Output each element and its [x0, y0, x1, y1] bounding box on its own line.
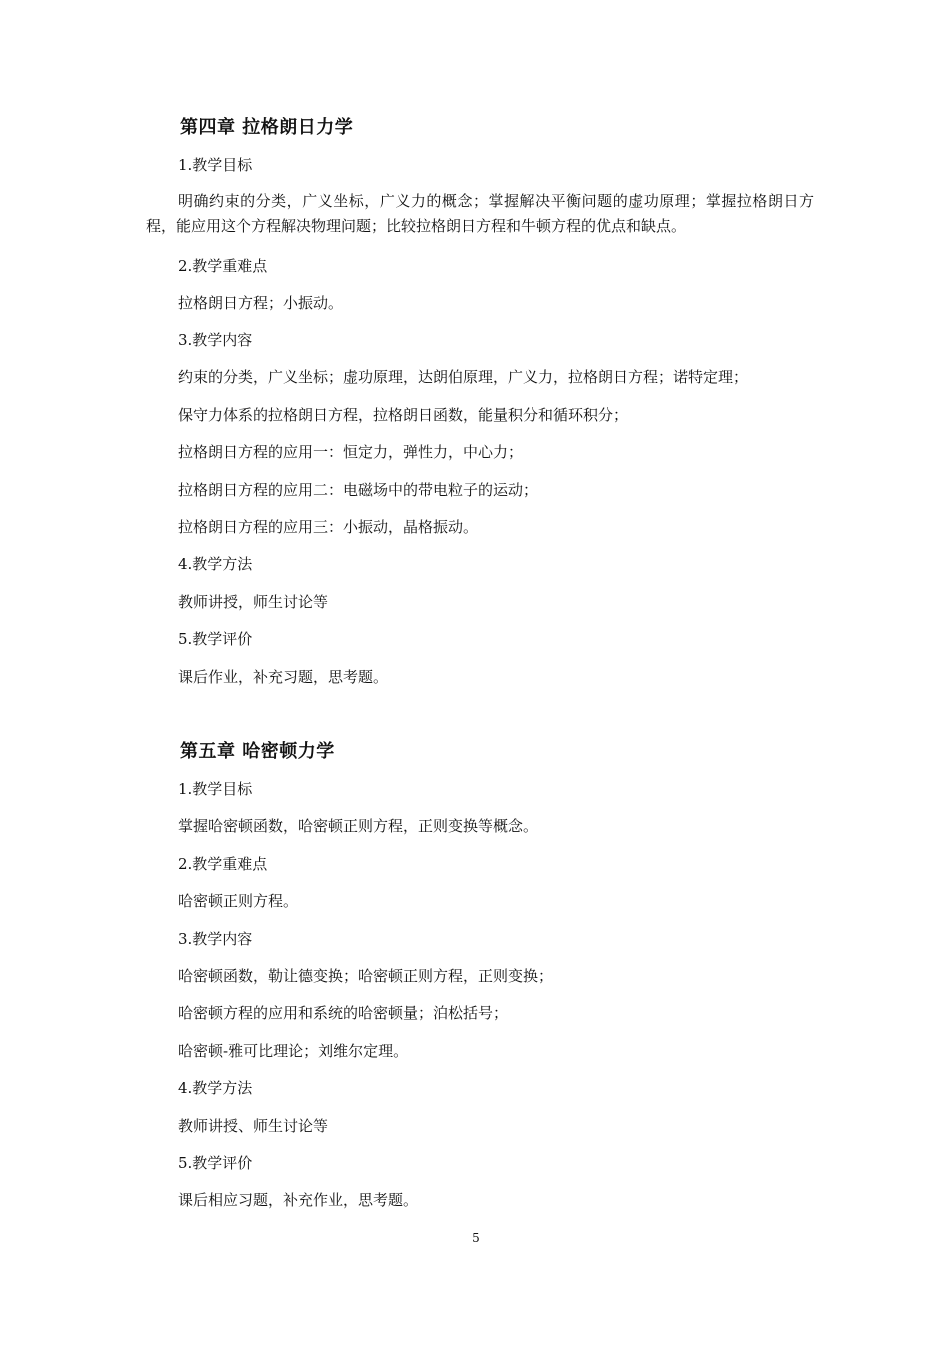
ch5-methods-text: 教师讲授、师生讨论等 — [178, 1117, 329, 1135]
ch4-content-line: 拉格朗日方程的应用二：电磁场中的带电粒子的运动； — [178, 481, 539, 499]
ch4-methods-heading: 4.教学方法 — [178, 555, 253, 573]
ch4-evaluation-text: 课后作业，补充习题，思考题。 — [178, 668, 389, 686]
ch4-content-line: 拉格朗日方程的应用一：恒定力，弹性力，中心力； — [178, 443, 524, 461]
ch4-objectives-heading: 1.教学目标 — [178, 156, 253, 174]
chapter-5-title: 第五章 哈密顿力学 — [180, 741, 335, 762]
ch5-evaluation-text: 课后相应习题，补充作业，思考题。 — [178, 1191, 419, 1209]
ch5-objectives-text: 掌握哈密顿函数，哈密顿正则方程，正则变换等概念。 — [178, 817, 539, 835]
ch5-key-points-text: 哈密顿正则方程。 — [178, 892, 299, 910]
ch4-methods-text: 教师讲授，师生讨论等 — [178, 593, 329, 611]
ch5-methods-heading: 4.教学方法 — [178, 1079, 253, 1097]
ch5-content-line: 哈密顿方程的应用和系统的哈密顿量；泊松括号； — [178, 1004, 509, 1022]
ch5-content-line: 哈密顿-雅可比理论；刘维尔定理。 — [178, 1042, 409, 1060]
chapter-4-title: 第四章 拉格朗日力学 — [180, 117, 354, 138]
ch4-key-points-text: 拉格朗日方程；小振动。 — [178, 294, 344, 312]
ch5-content-line: 哈密顿函数，勒让德变换；哈密顿正则方程，正则变换； — [178, 967, 554, 985]
ch5-content-heading: 3.教学内容 — [178, 930, 253, 948]
ch4-content-line: 约束的分类，广义坐标；虚功原理，达朗伯原理，广义力，拉格朗日方程；诺特定理； — [178, 368, 749, 386]
ch4-evaluation-heading: 5.教学评价 — [178, 630, 253, 648]
ch5-evaluation-heading: 5.教学评价 — [178, 1154, 253, 1172]
ch4-content-heading: 3.教学内容 — [178, 331, 253, 349]
ch5-objectives-heading: 1.教学目标 — [178, 780, 253, 798]
ch4-key-points-heading: 2.教学重难点 — [178, 257, 268, 275]
ch4-objectives-text: 明确约束的分类，广义坐标，广义力的概念；掌握解决平衡问题的虚功原理；掌握拉格朗日方程，能应用这个方程解决物理问题；比较拉格朗日方程和牛顿方程的优点和缺点。 — [146, 192, 814, 235]
ch4-content-line: 拉格朗日方程的应用三：小振动，晶格振动。 — [178, 518, 479, 536]
page-number: 5 — [472, 1231, 480, 1245]
ch4-content-line: 保守力体系的拉格朗日方程，拉格朗日函数，能量积分和循环积分； — [178, 406, 629, 424]
ch5-key-points-heading: 2.教学重难点 — [178, 855, 268, 873]
